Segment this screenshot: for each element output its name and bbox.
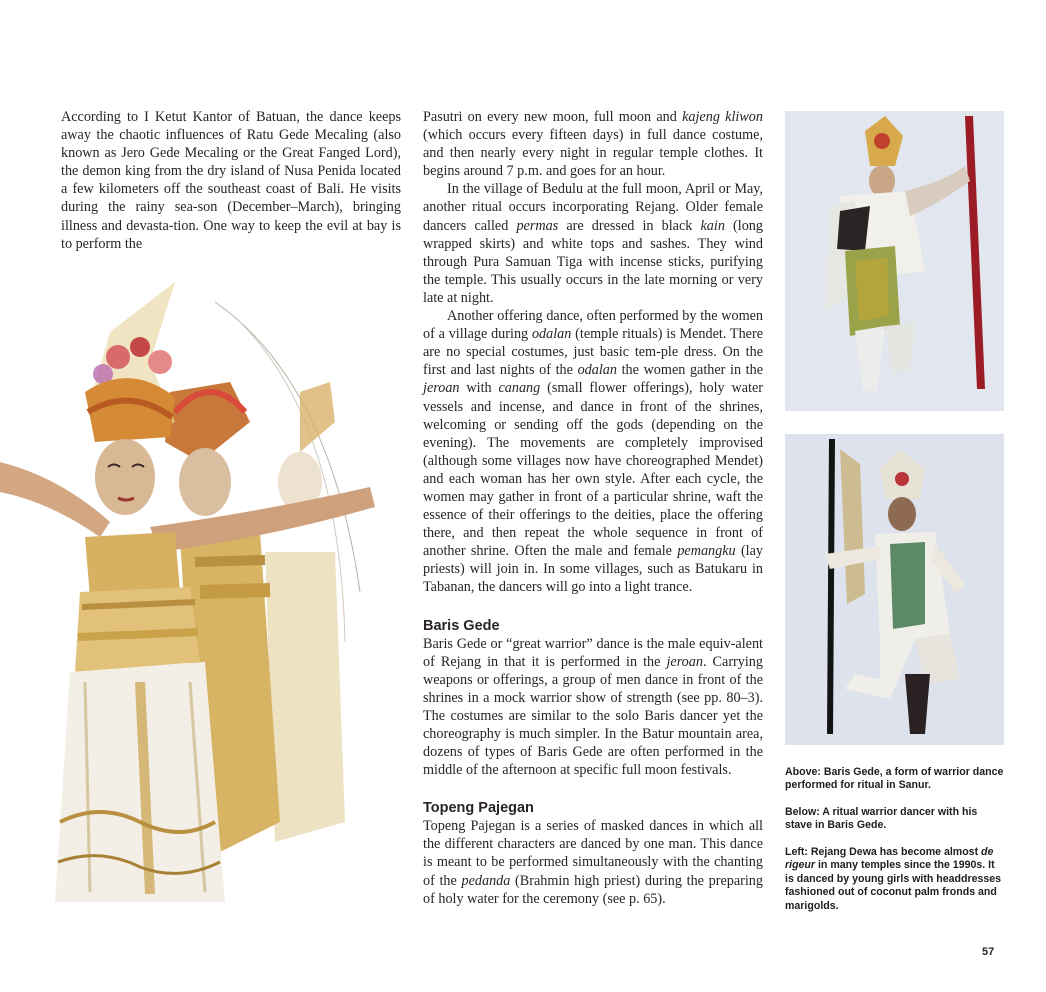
- heading-baris-gede: Baris Gede: [423, 617, 500, 634]
- paragraph-pasutri: Pasutri on every new moon, full moon and kajeng kliwon (which occurs every fifteen days) in full dance costume, and then nearly every night in regular temple clothes. It begins around 7 p.m. and goes for an hour.: [423, 109, 763, 180]
- warrior-with-stave-photo: [785, 434, 1004, 745]
- caption-below: Below: A ritual warrior dancer with his stave in Baris Gede.: [785, 806, 978, 832]
- caption-left: Left: Rejang Dewa has become almost de rigeur in many temples since the 1990s. It is danced by young girls with headdresses fashioned out of coconut palm fronds and marigolds.: [785, 846, 1002, 912]
- paragraph-topeng-pajegan: Topeng Pajegan is a series of masked dances in which all the different characters are danced by one man. This dance is meant to be performed simultaneously with the chanting of the pedanda (Brahmin high priest) during the preparing of holy water for the ceremony (see p. 65).: [423, 818, 763, 907]
- page-number: 57: [982, 946, 995, 958]
- baris-gede-photo: [785, 111, 1004, 411]
- caption-above: Above: Baris Gede, a form of warrior dance performed for ritual in Sanur.: [785, 766, 1004, 792]
- paragraph-baris-gede: Baris Gede or “great warrior” dance is the male equiv-alent of Rejang in that it is performed in the jeroan. Carrying weapons or offerings, a group of men dance in front of the shrines in a mock warrior show of strength (see pp. 80–3). The costumes are similar to the solo Baris dancer yet the choreography is much simpler. In the Batur mountain area, dozens of types of Baris Gede are often performed in the middle of the afternoon at specific full moon festivals.: [423, 635, 763, 779]
- left-column: [61, 108, 401, 253]
- middle-column: [423, 108, 763, 908]
- rejang-dancers-illustration: [0, 262, 400, 942]
- heading-topeng-pajegan: Topeng Pajegan: [423, 800, 534, 817]
- paragraph-bedulu: In the village of Bedulu at the full moon, April or May, another ritual occurs incorporating Rejang. Older female dancers called permas are dressed in black kain (long wrapped skirts) and white tops and sashes. They wind through Pura Samuan Tiga with incense sticks, purifying the temple. This usually occurs in the late morning or very late at night.: [423, 181, 763, 306]
- left-paragraph: According to I Ketut Kantor of Batuan, the dance keeps away the chaotic influences of Ratu Gede Mecaling (also known as Jero Gede Mecaling or the Great Fanged Lord), the demon king from the dry island of Nusa Penida located a few kilometers off the southeast coast of Bali. He visits during the rainy sea-son (December–March), bringing illness and devasta-tion. One way to keep the evil at bay is to perform the: [61, 109, 401, 252]
- paragraph-mendet: Another offering dance, often performed by the women of a village during odalan (temple rituals) is Mendet. There are no special costumes, just basic tem-ple dress. On the first and last nights of the odalan the women gather in the jeroan with canang (small flower offerings), holy water vessels and incense, and dance in front of the shrines, welcoming or sending off the gods (depending on the evening). The movements are completely improvised (although some villages now have choreographed Mendet) and each woman has her own style. After each cycle, the women may gather in front of a particular shrine, waft the essence of their offerings to the deities, place the offering there, and then repeat the whole sequence in front of another shrine. Often the male and female pemangku (lay priests) will join in. In some villages, such as Batukaru in Tabanan, the dancers will go into a light trance.: [423, 308, 764, 596]
